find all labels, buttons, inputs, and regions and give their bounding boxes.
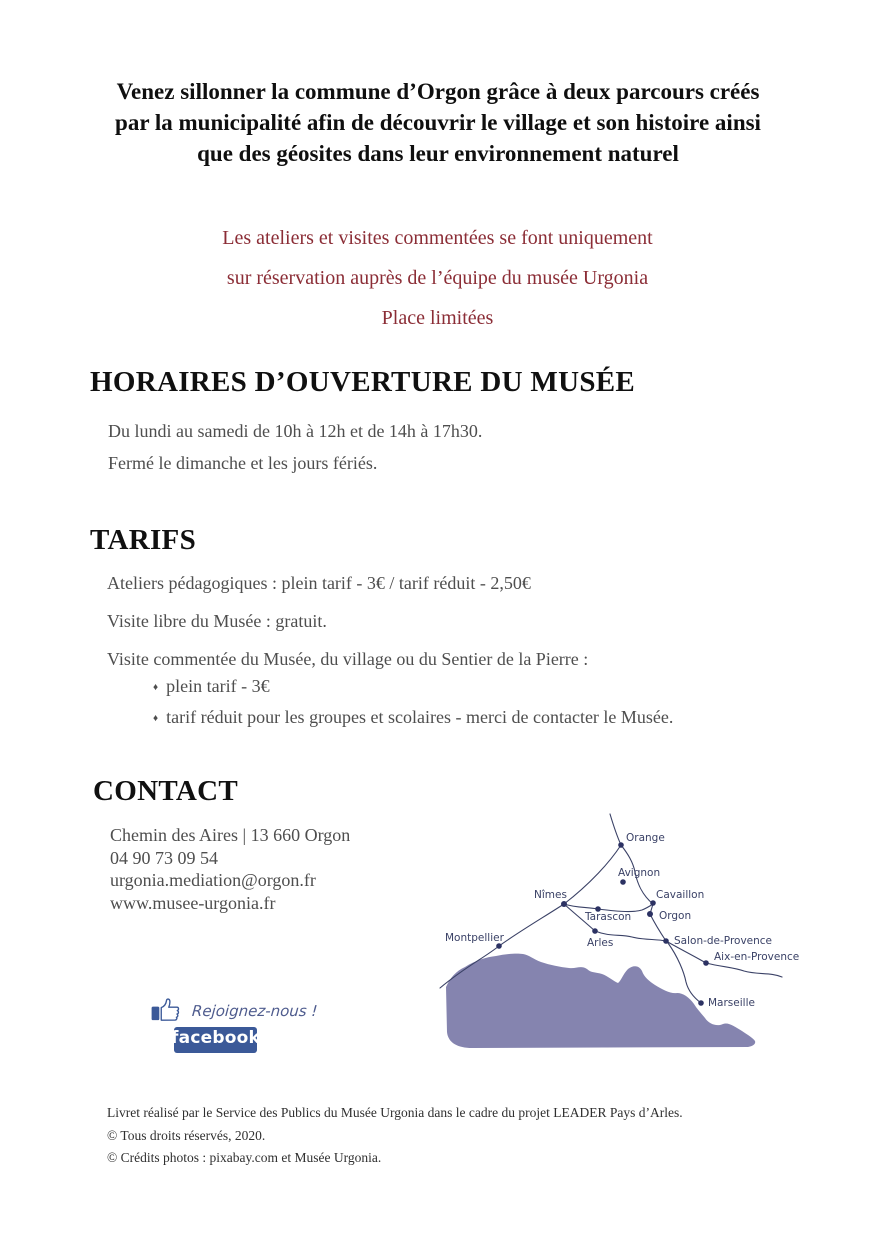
map-city-label: Aix-en-Provence xyxy=(714,951,800,963)
footer-credits xyxy=(107,1102,683,1170)
tarif-item: Visite libre du Musée : gratuit. xyxy=(107,611,327,631)
facebook-wordmark: facebook xyxy=(171,1028,260,1048)
contact-website-link[interactable]: www.musee-urgonia.fr xyxy=(110,892,276,913)
tarifs-section-title: TARIFS xyxy=(90,524,197,556)
map-city-label: Nîmes xyxy=(534,889,567,901)
hours-line: Du lundi au samedi de 10h à 12h et de 14h à 17h30. xyxy=(108,421,483,441)
facebook-join-row xyxy=(150,997,318,1024)
reservation-notice xyxy=(0,218,875,338)
intro-line: Venez sillonner la commune d’Orgon grâce à deux parcours créés xyxy=(116,79,760,104)
map-city-label: Montpellier xyxy=(445,932,504,944)
map-city-dot xyxy=(620,879,626,885)
contact-address: Chemin des Aires | 13 660 Orgon xyxy=(110,825,351,845)
contact-section-title: CONTACT xyxy=(93,775,238,807)
tarif-bullet-item xyxy=(153,675,747,699)
thumbs-up-icon xyxy=(150,997,186,1024)
intro-line: que des géosites dans leur environnement naturel xyxy=(197,141,679,166)
map-city-label: Tarascon xyxy=(585,911,632,923)
map-city-dot xyxy=(663,938,669,944)
hours-line: Fermé le dimanche et les jours fériés. xyxy=(108,453,378,473)
notice-line: Place limitées xyxy=(381,307,494,329)
contact-email-link[interactable]: urgonia.mediation@orgon.fr xyxy=(110,870,316,890)
contact-phone: 04 90 73 09 54 xyxy=(110,847,218,868)
region-map xyxy=(432,810,812,1060)
diamond-bullet-icon: ♦ xyxy=(153,713,159,724)
footer-line: Livret réalisé par le Service des Publics du Musée Urgonia dans le cadre du projet LEADER Pays d’Arles. xyxy=(107,1105,683,1120)
notice-line: Les ateliers et visites commentées se font uniquement xyxy=(222,227,653,249)
map-road xyxy=(564,845,621,904)
facebook-join-text: Rejoignez-nous ! xyxy=(191,1001,319,1020)
tarifs-list xyxy=(107,572,747,737)
map-city-label: Orgon xyxy=(659,910,692,922)
contact-block xyxy=(110,824,350,914)
map-city-label: Arles xyxy=(587,937,614,949)
region-map-svg xyxy=(432,810,812,1060)
footer-line: © Tous droits réservés, 2020. xyxy=(107,1127,266,1143)
map-city-label: Salon-de-Provence xyxy=(674,935,773,947)
diamond-bullet-icon: ♦ xyxy=(153,682,159,693)
map-city-dot xyxy=(496,943,502,949)
tarif-item: Ateliers pédagogiques : plein tarif - 3€ / tarif réduit - 2,50€ xyxy=(107,573,531,593)
notice-line: sur réservation auprès de l’équipe du musée Urgonia xyxy=(226,267,649,289)
tarif-item: Visite commentée du Musée, du village ou du Sentier de la Pierre : xyxy=(107,649,589,669)
map-city-dot xyxy=(703,960,709,966)
map-city-label: Cavaillon xyxy=(656,889,705,901)
map-city-dot xyxy=(561,901,567,907)
tarif-bullet-text: plein tarif - 3€ xyxy=(166,676,270,696)
intro-line: par la municipalité afin de découvrir le village et son histoire ainsi xyxy=(115,110,761,135)
footer-line: © Crédits photos : pixabay.com et Musée Urgonia. xyxy=(107,1150,382,1165)
tarif-bullet-text: tarif réduit pour les groupes et scolaires - merci de contacter le Musée. xyxy=(166,707,674,727)
hours-section-title: HORAIRES D’OUVERTURE DU MUSÉE xyxy=(90,366,636,398)
facebook-badge[interactable] xyxy=(171,1027,260,1053)
tarif-bullet-item xyxy=(153,706,747,730)
map-city-dot xyxy=(650,900,656,906)
map-city-label: Marseille xyxy=(708,997,755,1009)
intro-paragraph xyxy=(82,76,794,169)
map-city-dot xyxy=(592,928,598,934)
map-road xyxy=(610,814,653,904)
map-city-dot xyxy=(647,911,653,917)
map-city-label: Orange xyxy=(626,832,665,844)
hours-text xyxy=(108,420,482,484)
map-city-dot xyxy=(698,1000,704,1006)
map-city-dot xyxy=(618,842,624,848)
map-city-label: Avignon xyxy=(618,867,661,879)
